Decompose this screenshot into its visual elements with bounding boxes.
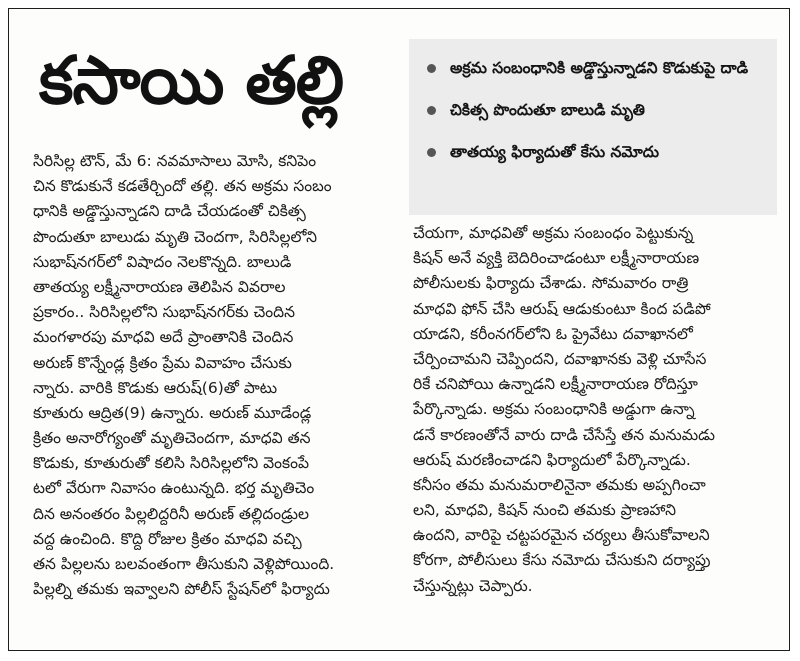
body-line: చిన కొడుకునే కడతేర్చిందో తల్లి. తన అక్రమ సంబం [33,177,332,196]
body-line: కూతురు ఆద్రిత(9) ఉన్నారు. అరుణ్ మూడేండ్ల [33,403,312,422]
body-line: పోలీసులకు ఫిర్యాదు చేశాడు. సోమవారం రాత్రి [413,274,689,293]
highlight-item [427,53,767,83]
body-line: రికే చనిపోయి ఉన్నాడని లక్ష్మీనారాయణ రోదిస్తూ [413,375,698,394]
body-line: వద్ద ఉంచింది. కొద్ది రోజుల క్రితం మాధవి వచ్చి [33,529,302,548]
highlight-item [427,137,767,167]
body-line: ధానికి అడ్డొస్తున్నాడని దాడి చేయడంతో చికిత్స [33,202,306,221]
article-column-right [413,221,779,599]
bullet-icon [427,64,436,73]
body-line: లని, మాధవి, కిషన్ నుంచి తమకు ప్రాణహాని [413,501,676,520]
body-line: ప్రకారం.. సిరిసిల్లలోని సుభాష్‌నగర్‌కు చెందిన [33,303,295,322]
article-column-left [33,149,395,602]
news-clipping [8,8,790,651]
body-line: యాడని, కరీంనగర్‌లోని ఓ ప్రైవేటు దవాఖానలో [413,324,693,343]
body-line: పిల్లల్ని తమకు ఇవ్వాలని పోలీస్ స్టేషన్‌లో ఫిర్యాదు [33,580,330,599]
bullet-icon [427,148,436,157]
highlight-text: తాతయ్య ఫిర్యాదుతో కేసు నమోదు [450,143,660,161]
body-line: డనే కారణంతోనే వారు దాడి చేసేస్తే తన మనుమడు [413,425,715,444]
body-line: ఉందని, వారిపై చట్టపరమైన చర్యలు తీసుకోవాలని [413,526,710,545]
headline: కసాయి తల్లి [39,42,344,119]
body-line: పొందుతూ బాలుడు మృతి చెందగా, సిరిసిల్లలోని [33,227,317,246]
highlight-item [427,95,767,125]
body-line: అరుణ్ కొన్నేండ్ల క్రితం ప్రేమ వివాహం చేసుకు [33,353,292,372]
body-line: క్రితం అనారోగ్యంతో మృతిచెందగా, మాధవి తన [33,429,311,448]
body-line: మాధవి ఫోన్ చేసి ఆరుష్ ఆడుకుంటూ కింద పడిపో [413,299,711,318]
body-line: దిన అనంతరం పిల్లలిద్దరినీ అరుణ్ తల్లిదండ్రుల [33,504,309,523]
body-line: చేస్తున్నట్లు చెప్పారు. [413,576,533,595]
body-line: తన పిల్లలను బలవంతంగా తీసుకుని వెళ్లిపోయింది. [33,555,335,573]
body-line: చేయగా, మాధవితో అక్రమ సంబంధం పెట్టుకున్న [413,224,694,242]
highlights-box [409,39,777,215]
body-line: సిరిసిల్ల టౌన్, మే 6: నవమాసాలు మోసి, కనిపెం [33,152,317,170]
highlight-text: అక్రమ సంబంధానికి అడ్డొస్తున్నాడని కొడుకుపై దాడి [450,59,749,77]
body-line: న్నారు. వారికి కొడుకు ఆరుష్(6)తో పాటు [33,378,278,397]
bullet-icon [427,106,436,115]
body-line: సుభాష్‌నగర్‌లో విషాదం నెలకొన్నది. బాలుడి [33,252,292,271]
body-line: మంగళారపు మాధవి అదే ప్రాంతానికి చెందిన [33,328,294,347]
body-line: తాతయ్య లక్ష్మీనారాయణ తెలిపిన వివరాల [33,277,286,296]
highlight-text: చికిత్స పొందుతూ బాలుడి మృతి [450,101,645,119]
body-line: ఆరుష్ మరణించాడని ఫిర్యాదులో పేర్కొన్నాడు. [413,450,691,469]
body-line: కోరగా, పోలీసులు కేసు నమోదు చేసుకుని దర్యాప్తు [413,551,711,570]
body-line: పేర్కొన్నాడు. అక్రమ సంబంధానికి అడ్డుగా ఉన్నా [413,400,695,419]
body-line: కనీసం తమ మనుమరాలినైనా తమకు అప్పగించా [413,475,706,494]
body-line: కొడుకు, కూతురుతో కలిసి సిరిసిల్లలోని వెంకంపే [33,454,309,473]
body-line: టలో వేరుగా నివాసం ఉంటున్నది. భర్త మృతిచెం [33,479,315,498]
body-line: చేర్పించామని చెప్పిందని, దవాఖానకు వెళ్లి చూసేస [413,349,707,368]
body-line: కిషన్ అనే వ్యక్తి బెదిరించాడంటూ లక్ష్మీనారాయణ [413,249,700,268]
